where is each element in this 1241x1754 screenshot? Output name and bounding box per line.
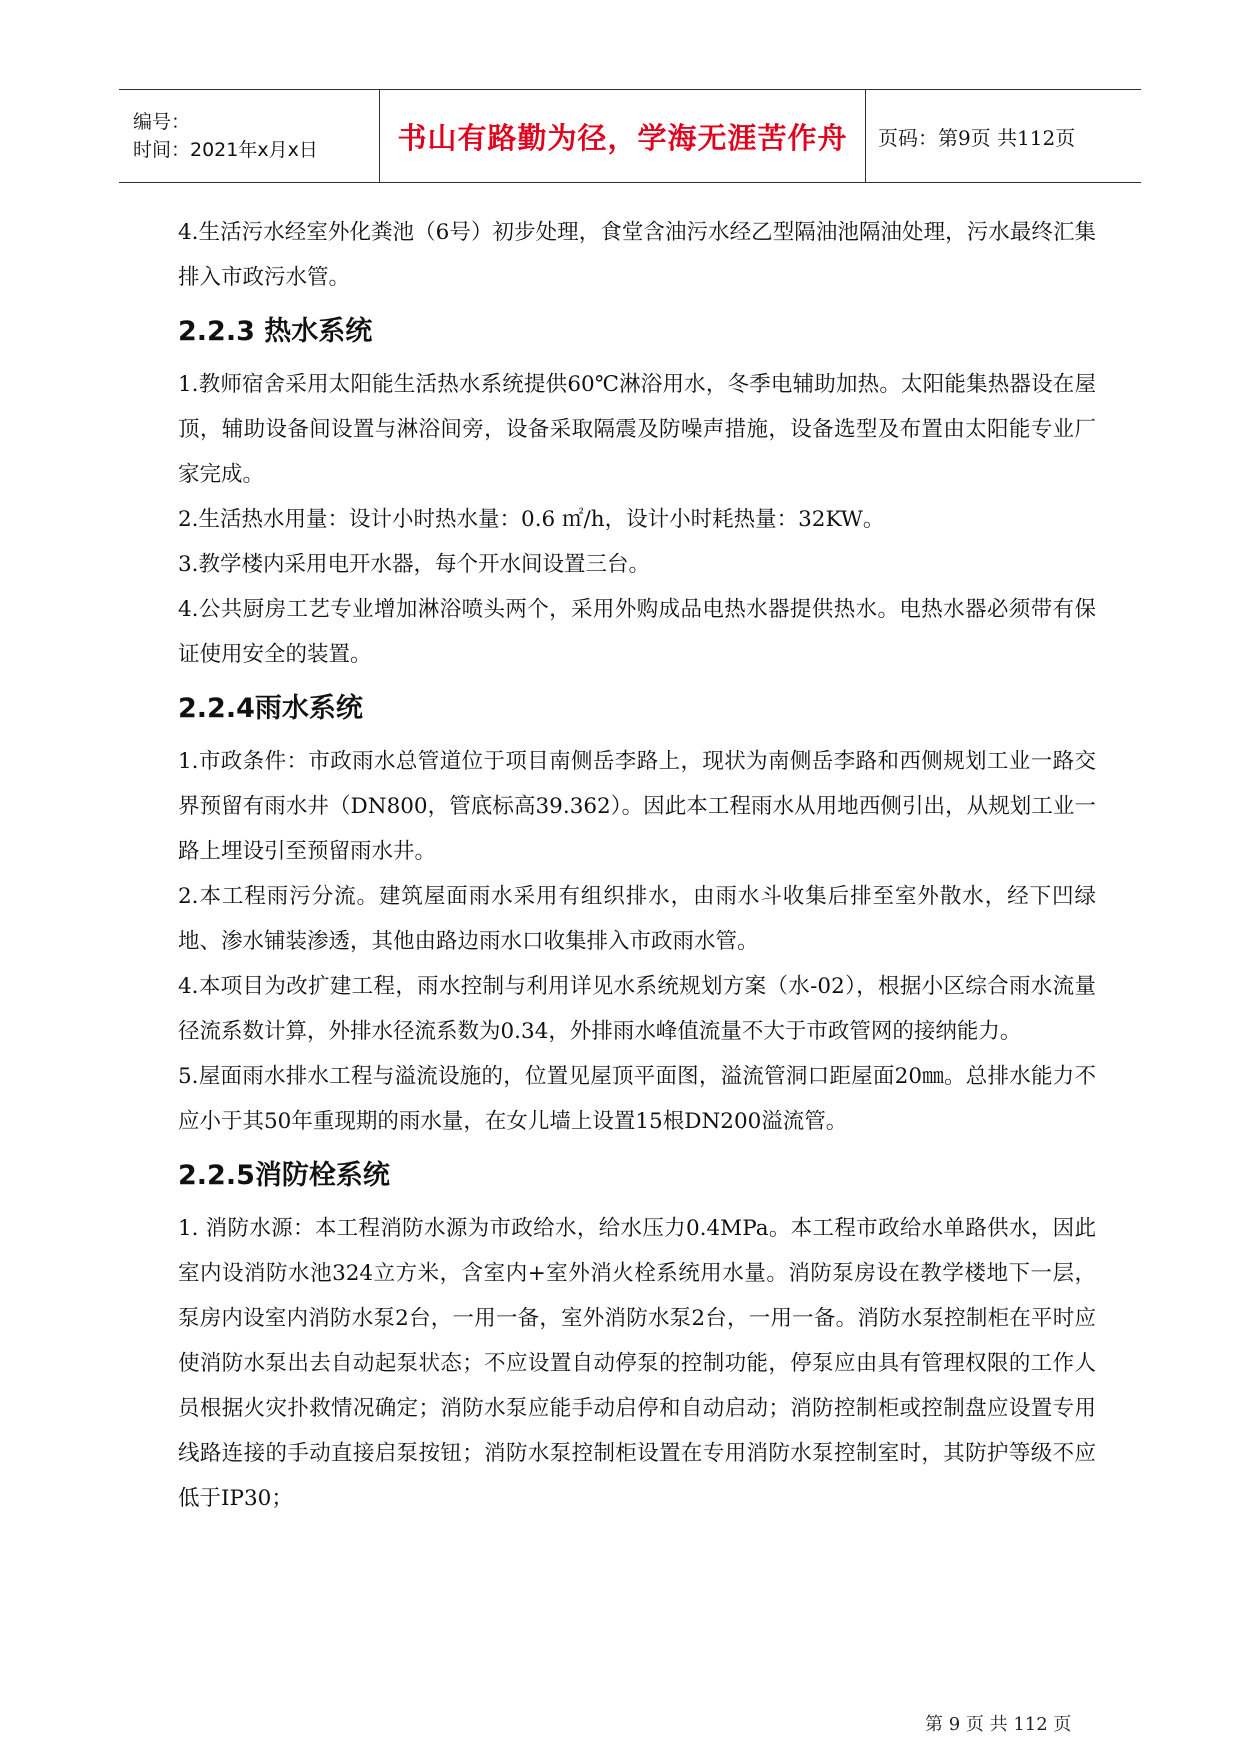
header-motto-cell: [380, 90, 866, 182]
section-heading: 2.2.3 热水系统: [178, 316, 373, 347]
section-heading: 2.2.4雨水系统: [178, 693, 363, 724]
page-label: 页码：第9页 共112页: [878, 125, 1076, 150]
paragraph: 4.本项目为改扩建工程，雨水控制与利用详见水系统规划方案（水-02），根据小区综合雨水流量径流系数计算，外排水径流系数为0.34，外排雨水峰值流量不大于市政管网的接纳能力。: [178, 974, 1096, 1044]
paragraph: 1. 消防水源：本工程消防水源为市政给水，给水压力0.4MPa。本工程市政给水单路供水，因此室内设消防水池324立方米，含室内+室外消火栓系统用水量。消防泵房设在教学楼地下一层，泵房内设室内消防水泵2台，一用一备，室外消防水泵2台，一用一备。消防水泵控制柜在平时应使消防水泵出去自动起泵状态；不应设置自动停泵的控制功能，停泵应由具有管理权限的工作人员根据火灾扑救情况确定；消防水泵应能手动启停和自动启动；消防控制柜或控制盘应设置专用线路连接的手动直接启泵按钮；消防水泵控制柜设置在专用消防水泵控制室时，其防护等级不应低于IP30；: [178, 1216, 1096, 1511]
paragraph: 5.屋面雨水排水工程与溢流设施的，位置见屋顶平面图，溢流管洞口距屋面20㎜。总排水能力不应小于其50年重现期的雨水量，在女儿墙上设置15根DN200溢流管。: [178, 1064, 1096, 1134]
paragraph: 2.本工程雨污分流。建筑屋面雨水采用有组织排水，由雨水斗收集后排至室外散水，经下凹绿地、渗水铺装渗透，其他由路边雨水口收集排入市政雨水管。: [178, 884, 1096, 954]
header-page-cell: [866, 90, 1141, 182]
paragraph: 1.教师宿舍采用太阳能生活热水系统提供60℃淋浴用水，冬季电辅助加热。太阳能集热器设在屋顶，辅助设备间设置与淋浴间旁，设备采取隔震及防噪声措施，设备选型及布置由太阳能专业厂家完成。: [178, 372, 1096, 487]
paragraph: 4.生活污水经室外化粪池（6号）初步处理，食堂含油污水经乙型隔油池隔油处理，污水最终汇集排入市政污水管。: [178, 220, 1096, 290]
number-label: 编号：: [133, 111, 191, 133]
motto-text: 书山有路勤为径，学海无涯苦作舟: [397, 120, 848, 155]
paragraph: 4.公共厨房工艺专业增加淋浴喷头两个，采用外购成品电热水器提供热水。电热水器必须带有保证使用安全的装置。: [178, 597, 1096, 667]
document-body: [178, 210, 1096, 1521]
time-label: 时间：2021年x月x日: [133, 139, 318, 161]
paragraph: 3.教学楼内采用电开水器，每个开水间设置三台。: [178, 552, 651, 577]
section-heading: 2.2.5消防栓系统: [178, 1160, 390, 1191]
paragraph: 2.生活热水用量：设计小时热水量：0.6 ㎡/h，设计小时耗热量：32KW。: [178, 507, 885, 532]
paragraph: 1.市政条件：市政雨水总管道位于项目南侧岳李路上，现状为南侧岳李路和西侧规划工业一路交界预留有雨水井（DN800，管底标高39.362）。因此本工程雨水从用地西侧引出，从规划工业一路上埋设引至预留雨水井。: [178, 749, 1096, 864]
page-footer: 第 9 页 共 112 页: [925, 1714, 1072, 1735]
document-header: [119, 89, 1141, 183]
header-meta-cell: [119, 90, 380, 182]
